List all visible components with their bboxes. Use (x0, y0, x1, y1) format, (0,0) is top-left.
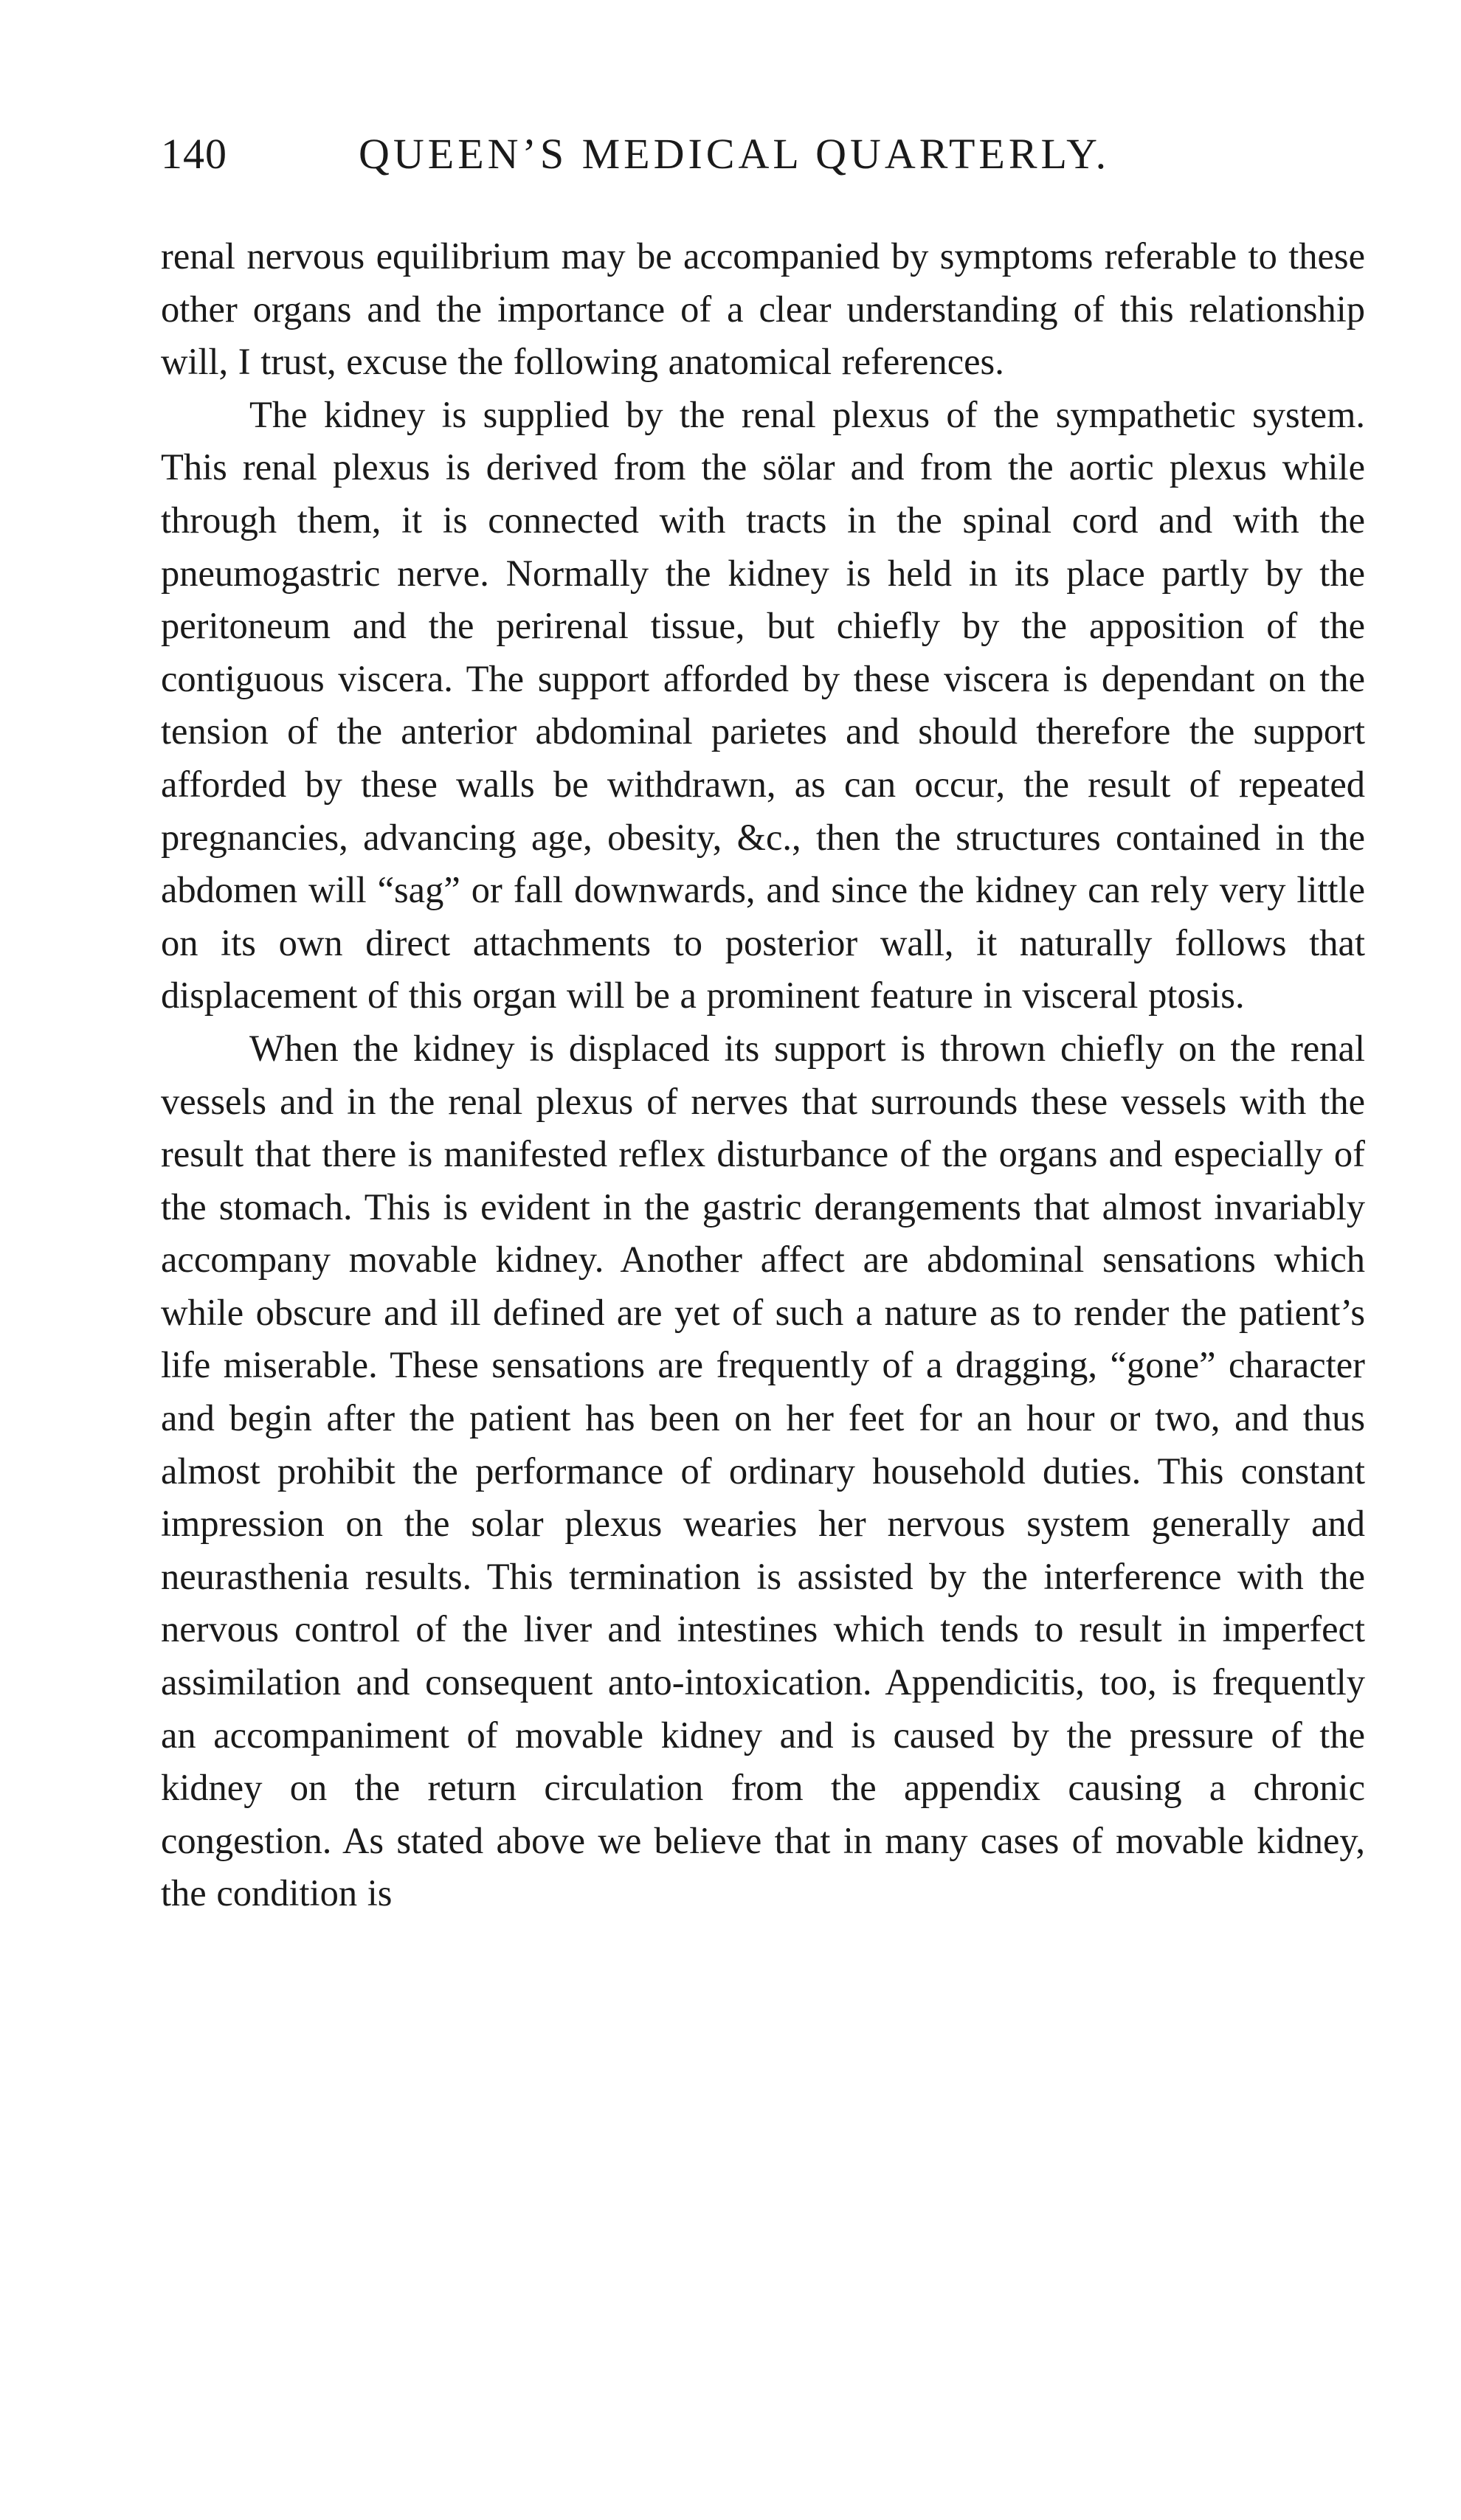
paragraph-renal-plexus: The kidney is supplied by the renal plexus of the sympathetic system. This renal plexus is derived from the sölar and from the aortic plexus while through them, it is connected with tracts in the spinal cord and with the pneumogastric nerve. Normally the kidney is held in its place partly by the peritoneum and the perirenal tissue, but chiefly by the apposition of the contiguous viscera. The support afforded by these viscera is dependant on the tension of the anterior abdominal parietes and should therefore the support afforded by these walls be withdrawn, as can occur, the result of repeated pregnancies, advancing age, obesity, &c., then the structures contained in the abdomen will “sag” or fall downwards, and since the kidney can rely very little on its own direct attachments to posterior wall, it naturally follows that displacement of this organ will be a prominent feature in visceral ptosis. (161, 393, 1365, 1017)
running-head (161, 129, 1415, 195)
paragraph-displaced-kidney: When the kidney is displaced its support is thrown chiefly on the renal vessels and in the renal plexus of nerves that surrounds these vessels with the result that there is manifested reflex disturbance of the organs and especially of the stomach. This is evident in the gastric derangements that almost invariably accompany movable kidney. Another affect are abdominal sensations which while obscure and ill defined are yet of such a nature as to render the patient’s life miserable. These sensations are frequently of a dragging, “gone” character and begin after the patient has been on her feet for an hour or two, and thus almost prohibit the performance of ordinary household duties. This constant impression on the solar plexus wearies her nervous system generally and neurasthenia results. This termination is assisted by the interference with the nervous control of the liver and intestines which tends to result in imperfect assimilation and consequent anto-intoxication. Appendicitis, too, is frequently an accompaniment of movable kidney and is caused by the pressure of the kidney on the return circulation from the appendix causing a chronic congestion. As stated above we believe that in many cases of movable kidney, the condition is (161, 1027, 1365, 1914)
paragraph-continuation: renal nervous equilibrium may be accompanied by symptoms referable to these other organs and the importance of a clear understanding of this relationship will, I trust, excuse the following anatomical references. (161, 235, 1365, 383)
body-text (161, 230, 1365, 1920)
journal-title: QUEEN’S MEDICAL QUARTERLY. (359, 130, 1111, 178)
page-number: 140 (161, 130, 227, 178)
